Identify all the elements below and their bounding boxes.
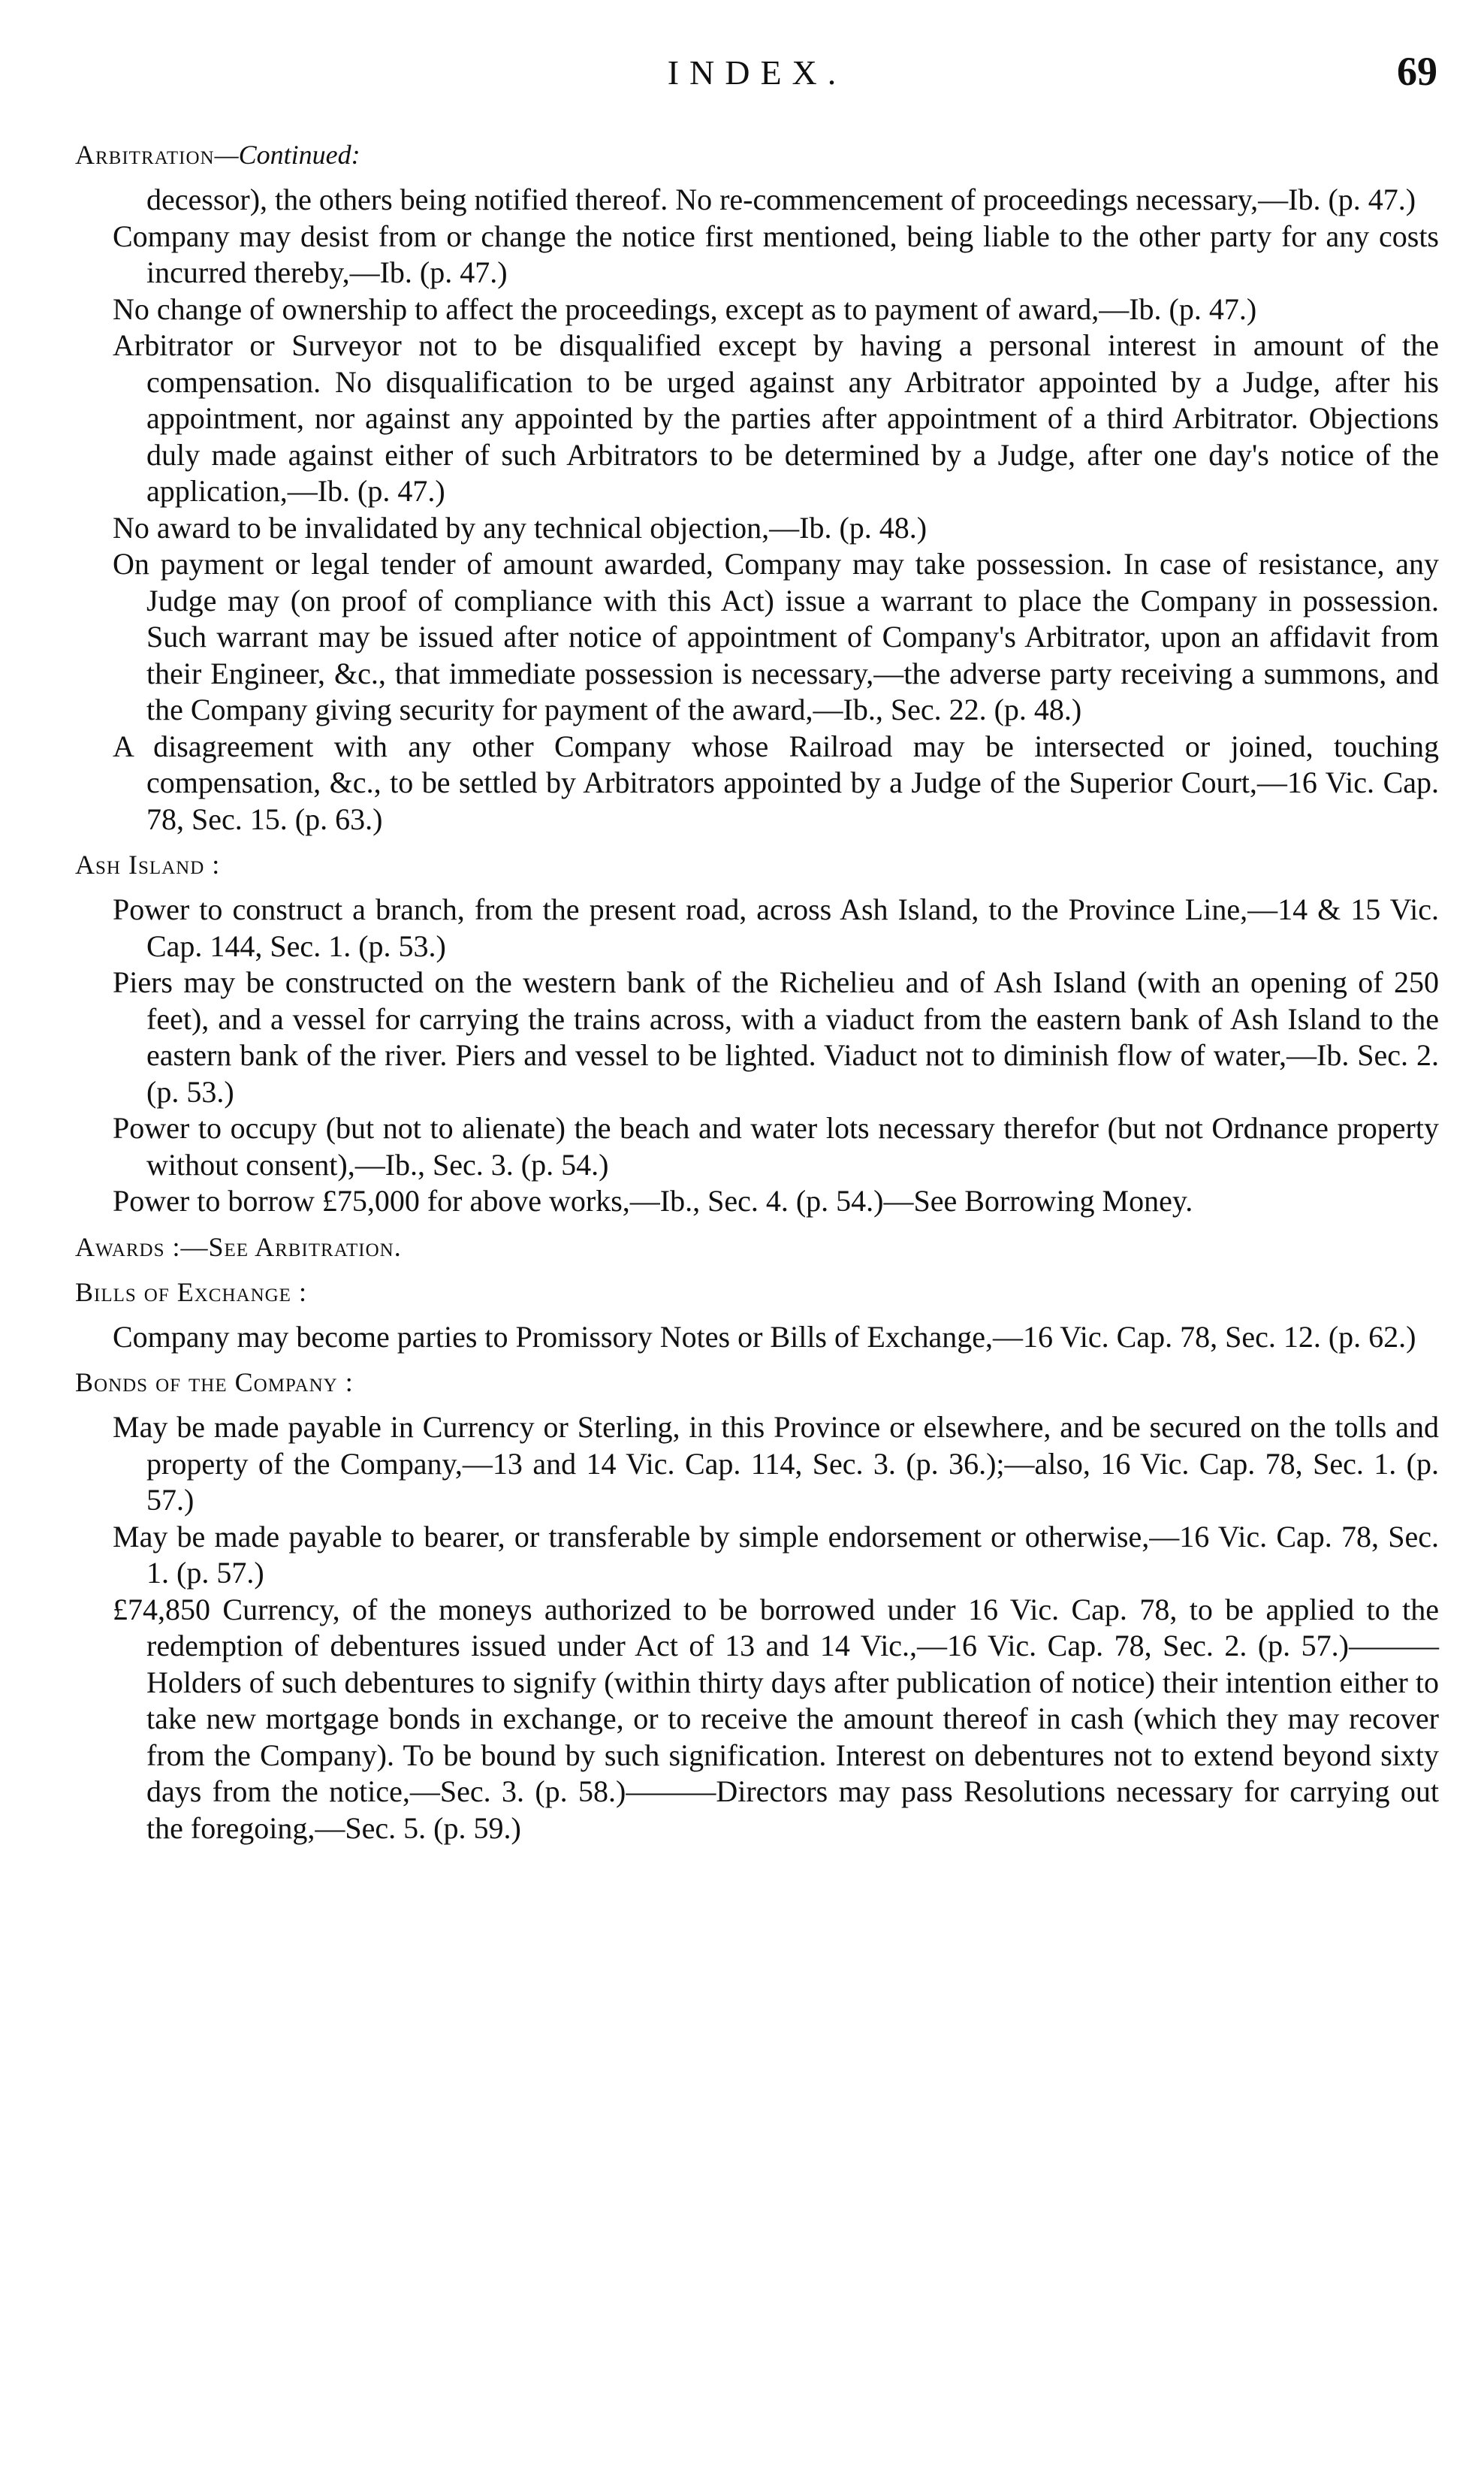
index-entry: £74,850 Currency, of the moneys authorized to be borrowed under 16 Vic. Cap. 78, to be applied to the redemption of debentures issued under Act of 13 and 14 Vic.,—16 Vic. Cap. 78, Sec. 2. (p. 57.)———Holders of such debentures to signify (within thirty days after publication of notice) their intention either to take new mortgage bonds in exchange, or to receive the amount thereof in cash (which they may recover from the Company). To be bound by such signification. Interest on debentures not to extend beyond sixty days from the notice,—Sec. 3. (p. 58.)———Directors may pass Resolutions necessary for carrying out the foregoing,—Sec. 5. (p. 59.) (113, 1592, 1439, 1845)
index-entry: Company may desist from or change the notice first mentioned, being liable to the other party for any costs incurred thereby,—Ib. (p. 47.) (113, 219, 1439, 289)
index-entry: May be made payable to bearer, or transferable by simple endorsement or otherwise,—16 Vic. Cap. 78, Sec. 1. (p. 57.) (113, 1519, 1439, 1590)
index-entry: decessor), the others being notified thereof. No re-commencement of proceedings necessary,—Ib. (p. 47.) (146, 183, 1416, 216)
page-title: INDEX. (667, 53, 847, 92)
page-number: 69 (1397, 49, 1437, 94)
continued-label: —Continued: (214, 140, 360, 170)
index-entry: Piers may be constructed on the western bank of the Richelieu and of Ash Island (with an opening of 250 feet), and a vessel for carrying the trains across, with a viaduct from the eastern bank of Ash Island to the eastern bank of the river. Piers and vessel to be lighted. Viaduct not to diminish flow of water,—Ib. Sec. 2. (p. 53.) (113, 965, 1439, 1109)
index-entry: No change of ownership to affect the proceedings, except as to payment of award,—Ib. (p. 47.) (113, 291, 1257, 326)
index-entry: May be made payable in Currency or Sterling, in this Province or elsewhere, and be secured on the tolls and property of the Company,—13 and 14 Vic. Cap. 114, Sec. 3. (p. 36.);—also, 16 Vic. Cap. 78, Sec. 1. (p. 57.) (113, 1410, 1439, 1517)
page-header (75, 49, 1439, 128)
section-heading: Bills of Exchange : (75, 1276, 307, 1307)
section-heading-text: Arbitration (75, 140, 215, 170)
index-entry: On payment or legal tender of amount awarded, Company may take possession. In case of resistance, any Judge may (on proof of compliance with this Act) issue a warrant to place the Company in possession. Such warrant may be issued after notice of appointment of Company's Arbitrator, upon an affidavit from their Engineer, &c., that immediate possession is necessary,—the adverse party receiving a summons, and the Company giving security for payment of the award,—Ib., Sec. 22. (p. 48.) (113, 547, 1439, 726)
index-entry: Company may become parties to Promissory Notes or Bills of Exchange,—16 Vic. Cap. 78, Sec. 12. (p. 62.) (113, 1319, 1416, 1354)
index-entry: Power to borrow £75,000 for above works,—Ib., Sec. 4. (p. 54.)—See Borrowing Money. (113, 1184, 1193, 1218)
index-entry: Power to occupy (but not to alienate) the beach and water lots necessary therefor (but not Ordnance property without consent),—Ib., Sec. 3. (p. 54.) (113, 1111, 1439, 1182)
index-entry: No award to be invalidated by any technical objection,—Ib. (p. 48.) (113, 510, 928, 545)
index-entry: Power to construct a branch, from the present road, across Ash Island, to the Province Line,—14 & 15 Vic. Cap. 144, Sec. 1. (p. 53.) (113, 892, 1439, 963)
index-entry: A disagreement with any other Company whose Railroad may be intersected or joined, touching compensation, &c., to be settled by Arbitrators appointed by a Judge of the Superior Court,—16 Vic. Cap. 78, Sec. 15. (p. 63.) (113, 729, 1439, 836)
section-heading (75, 137, 1439, 173)
section-heading: Ash Island : (75, 850, 221, 880)
section-heading: Bonds of the Company : (75, 1367, 354, 1397)
section-heading: Awards :—See Arbitration. (75, 1231, 402, 1262)
index-entry: Arbitrator or Surveyor not to be disqualified except by having a personal interest in amount of the compensation. No disqualification to be urged against any Arbitrator appointed by a Judge, after his appointment, nor against any appointed by the parties after appointment of a third Arbitrator. Objections duly made against either of such Arbitrators to be determined by a Judge, after one day's notice of the application,—Ib. (p. 47.) (113, 328, 1439, 508)
